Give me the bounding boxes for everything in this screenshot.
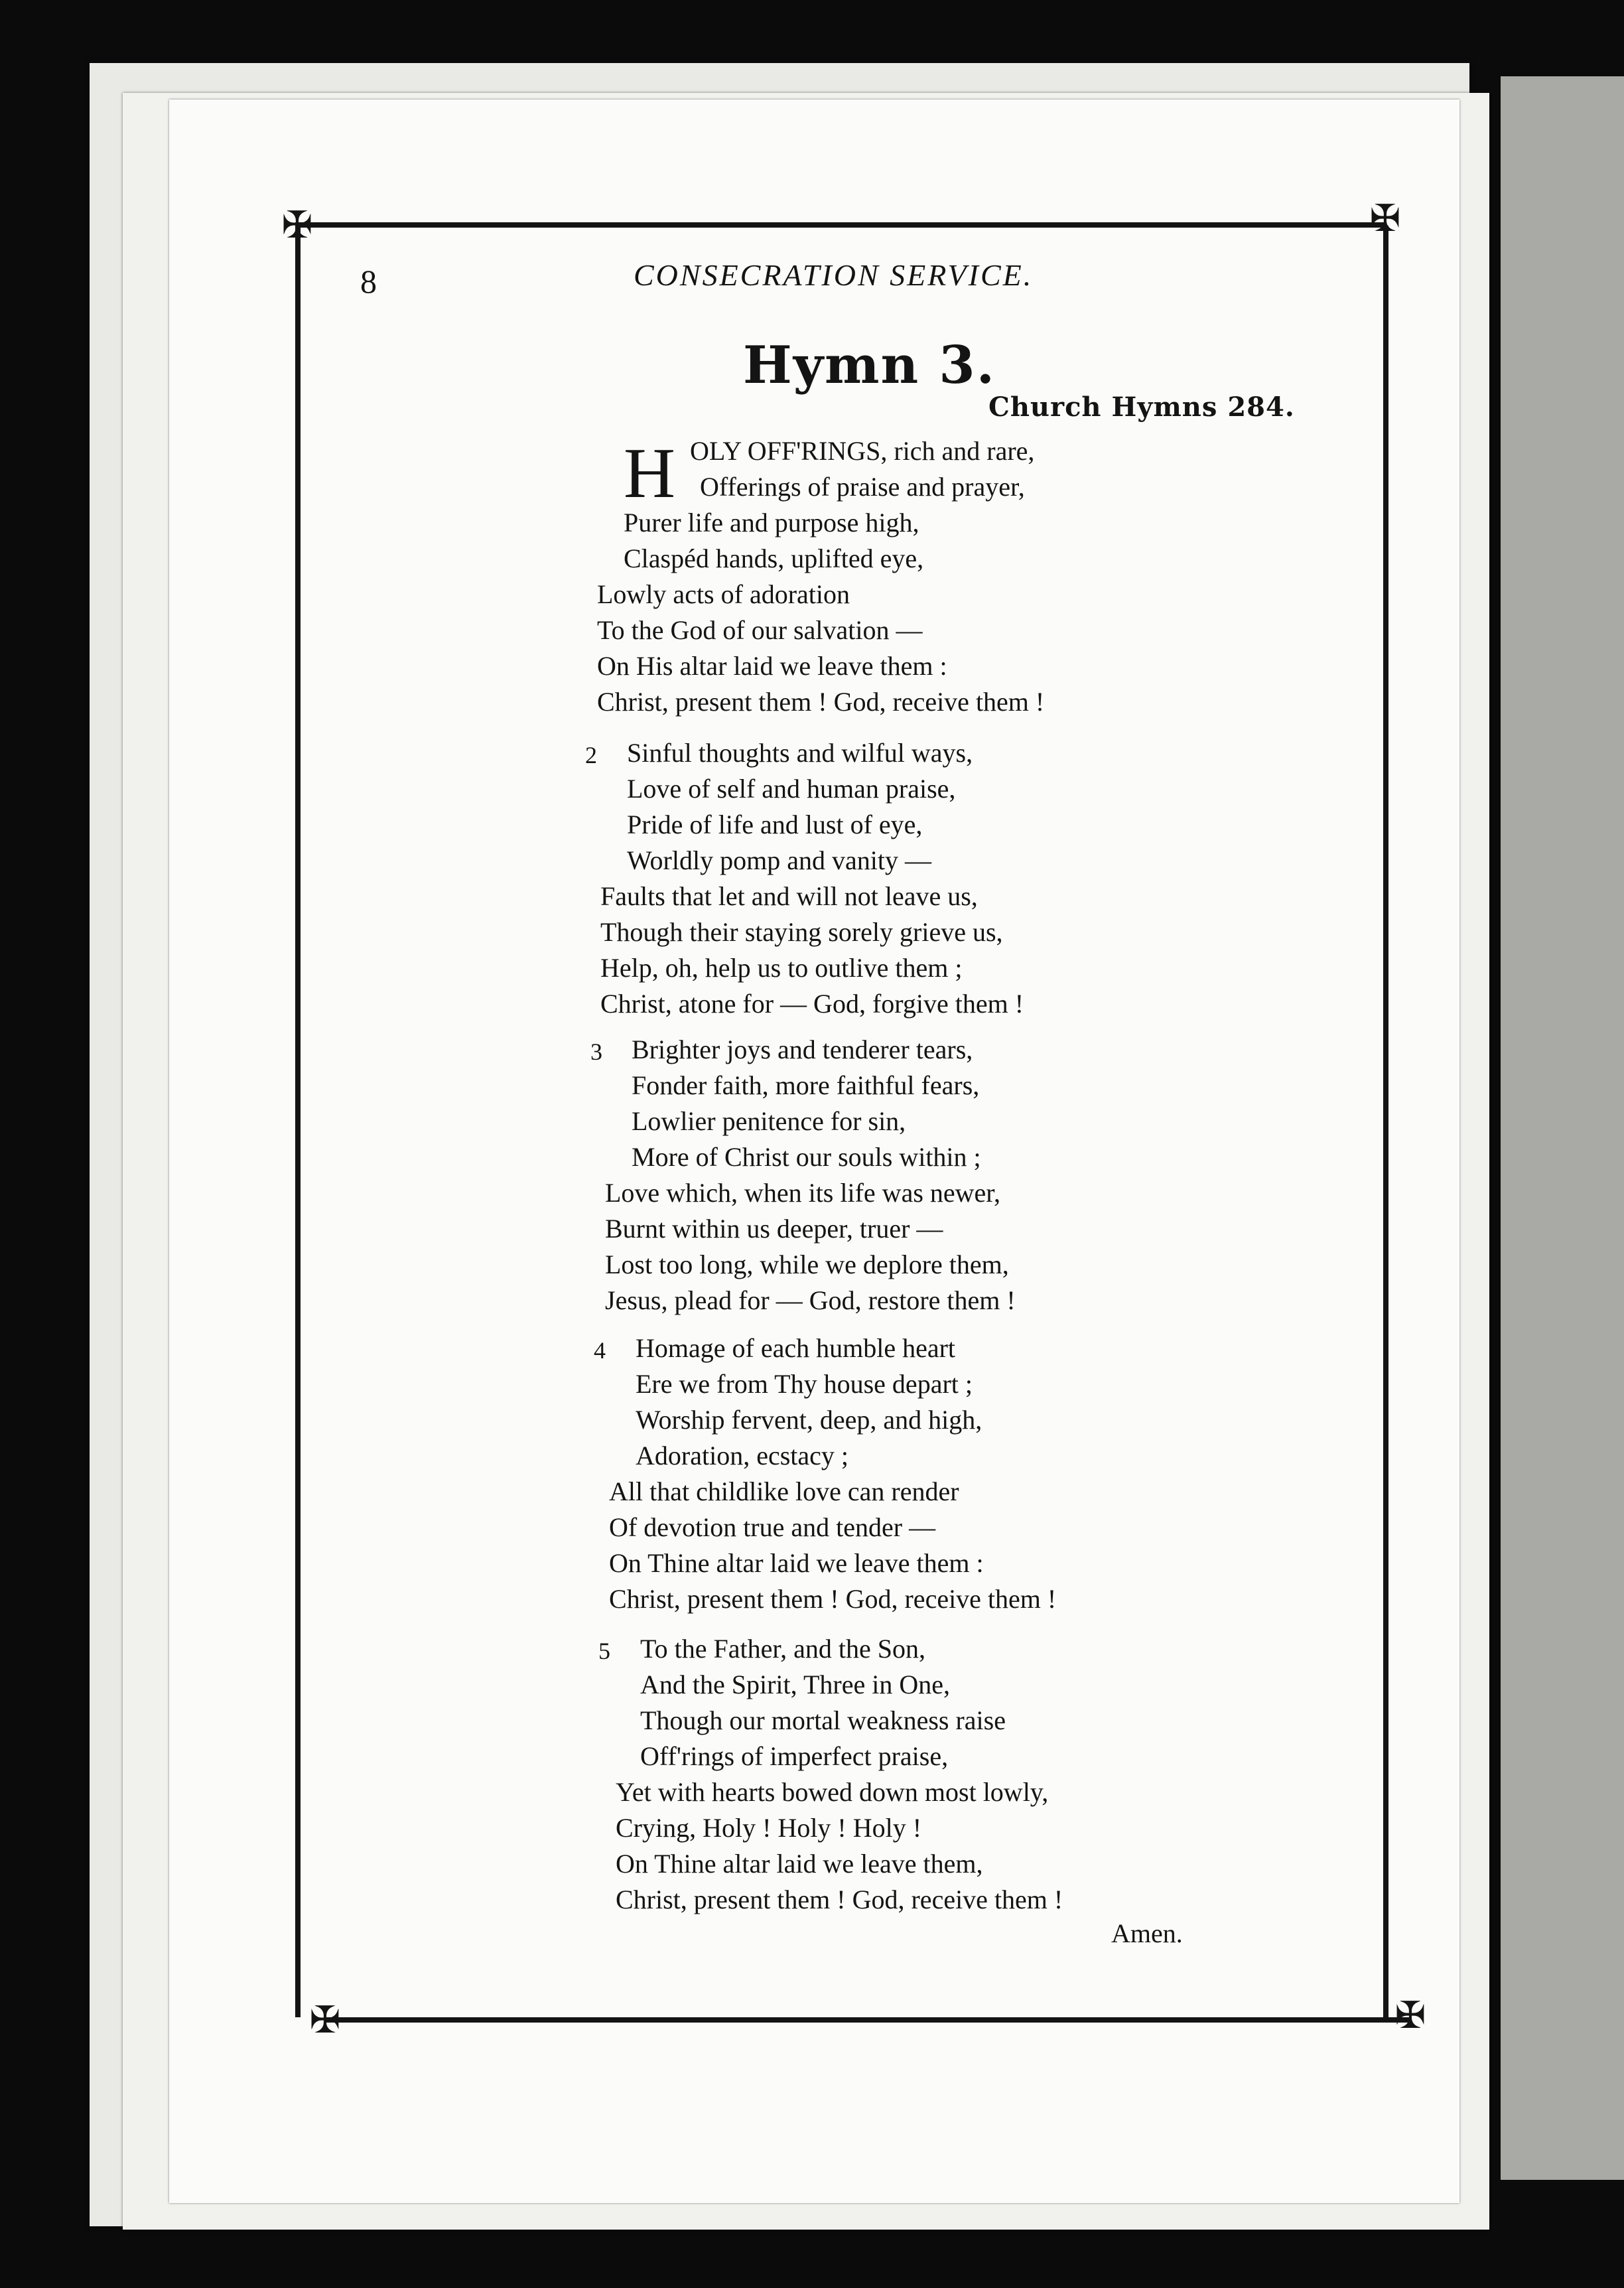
frame-bottom (325, 2017, 1410, 2023)
cross-ornament-icon: ✠ (281, 204, 313, 247)
verse-line: Christ, atone for — God, forgive them ! (600, 989, 1024, 1019)
verse-line: Christ, present them ! God, receive them ! (609, 1584, 1057, 1614)
verse-number: 4 (594, 1337, 606, 1364)
verse-line: Christ, present them ! God, receive them ! (597, 687, 1045, 717)
verse-line: Ere we from Thy house depart ; (636, 1369, 973, 1399)
frame-top (295, 222, 1387, 228)
verse-line: Lost too long, while we deplore them, (605, 1250, 1009, 1279)
verse-number: 5 (598, 1638, 610, 1664)
verse-line: Claspéd hands, uplifted eye, (624, 543, 924, 573)
book-edge (1501, 76, 1624, 2180)
verse-line: To the Father, and the Son, (640, 1634, 925, 1664)
verse-line: On His altar laid we leave them : (597, 651, 947, 681)
verse-number: 2 (585, 742, 597, 768)
verse-line: And the Spirit, Three in One, (640, 1670, 950, 1699)
verse-line: Sinful thoughts and wilful ways, (627, 738, 973, 768)
verse-line: Love of self and human praise, (627, 774, 956, 804)
verse-line: Purer life and purpose high, (624, 508, 919, 537)
page-number: 8 (360, 263, 377, 300)
verse-line: Help, oh, help us to outlive them ; (600, 953, 963, 983)
frame-left (295, 226, 301, 2017)
verse-line: Worship fervent, deep, and high, (636, 1405, 982, 1435)
verse-line: Worldly pomp and vanity — (627, 845, 931, 875)
verse-line: Though our mortal weakness raise (640, 1705, 1006, 1735)
verse-number: 3 (590, 1038, 602, 1065)
verse-line: Crying, Holy ! Holy ! Holy ! (616, 1813, 922, 1843)
verse-line: Love which, when its life was newer, (605, 1178, 1000, 1208)
hymn-source: Church Hymns 284. (988, 392, 1295, 423)
verse-line: Homage of each humble heart (636, 1333, 956, 1363)
verse-line: OLY OFF'RINGS, rich and rare, (690, 436, 1035, 466)
hymn-title: Hymn 3. (743, 335, 996, 395)
verse-line: Yet with hearts bowed down most lowly, (616, 1777, 1049, 1807)
verse-line: Jesus, plead for — God, restore them ! (605, 1285, 1016, 1315)
verse-line: More of Christ our souls within ; (632, 1142, 981, 1172)
verse-line: Offerings of praise and prayer, (700, 472, 1025, 502)
verse-line: On Thine altar laid we leave them, (616, 1849, 983, 1879)
running-head: CONSECRATION SERVICE. (634, 258, 1034, 292)
verse-line: All that childlike love can render (609, 1476, 959, 1506)
cross-ornament-icon: ✠ (309, 1999, 341, 2042)
verse-line: Faults that let and will not leave us, (600, 881, 978, 911)
frame-right (1383, 226, 1388, 2017)
verse-line: Though their staying sorely grieve us, (600, 917, 1003, 947)
cross-ornament-icon: ✠ (1369, 197, 1401, 240)
verse-line: Of devotion true and tender — (609, 1512, 936, 1542)
verse-line: Pride of life and lust of eye, (627, 810, 923, 839)
verse-line: Brighter joys and tenderer tears, (632, 1035, 973, 1064)
verse-line: Christ, present them ! God, receive them ! (616, 1885, 1063, 1914)
cross-ornament-icon: ✠ (1394, 1994, 1426, 2037)
verse-line: Adoration, ecstacy ; (636, 1441, 848, 1470)
verse-line: Burnt within us deeper, truer — (605, 1214, 943, 1244)
amen: Amen. (1111, 1918, 1183, 1948)
verse-line: Off'rings of imperfect praise, (640, 1741, 949, 1771)
verse-line: Lowlier penitence for sin, (632, 1106, 906, 1136)
verse-line: Lowly acts of adoration (597, 579, 850, 609)
drop-cap: H (624, 434, 675, 513)
verse-line: Fonder faith, more faithful fears, (632, 1070, 980, 1100)
verse-line: On Thine altar laid we leave them : (609, 1548, 984, 1578)
verse-line: To the God of our salvation — (597, 615, 923, 645)
